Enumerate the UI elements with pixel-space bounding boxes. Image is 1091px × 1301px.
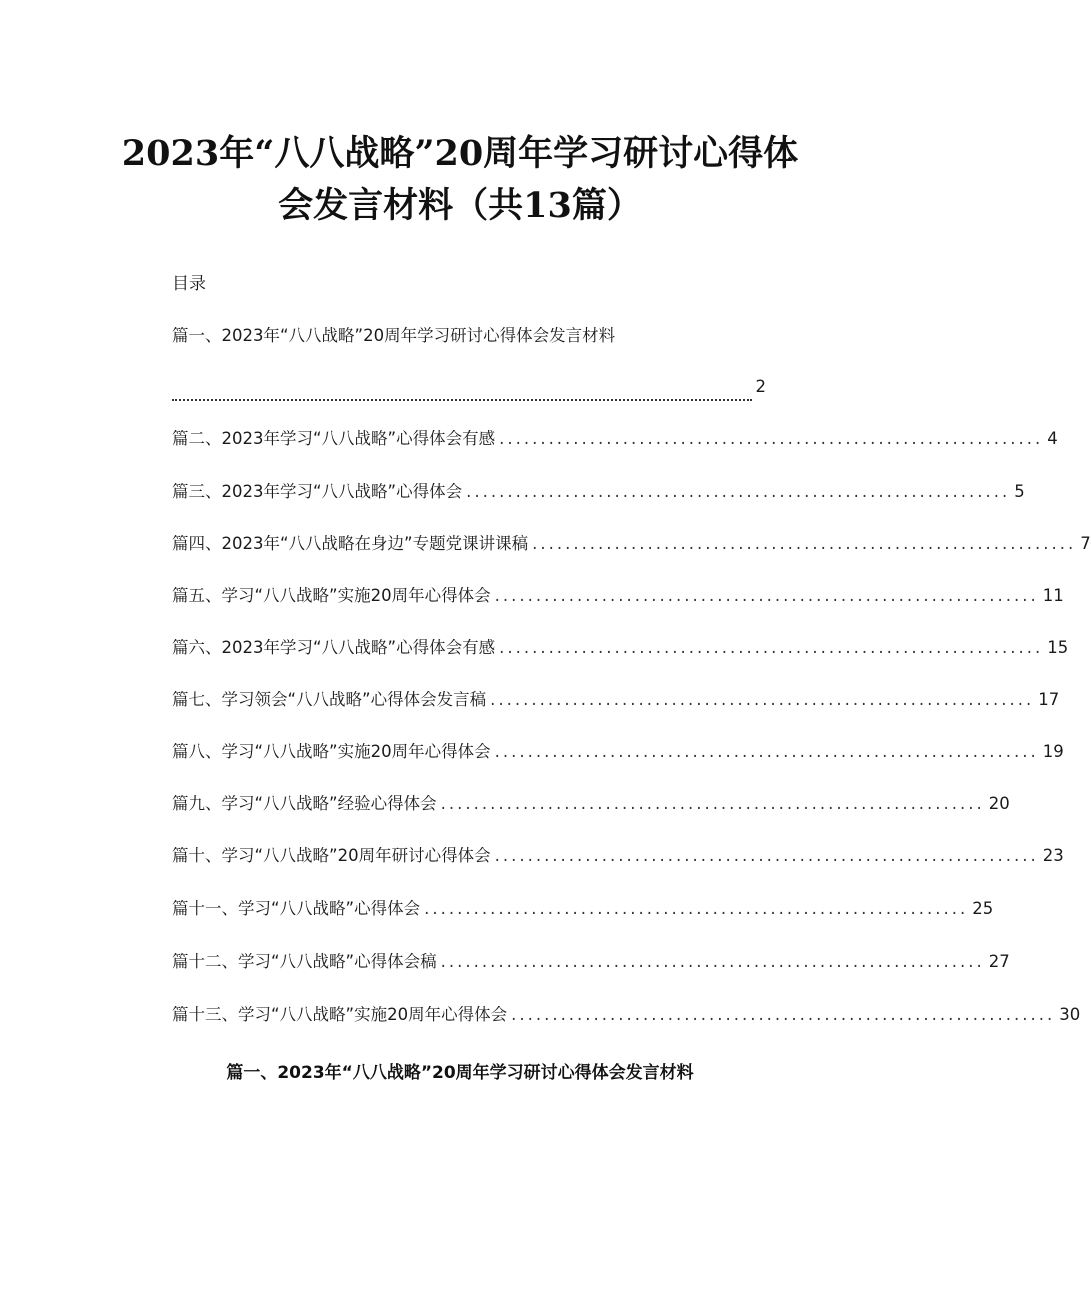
toc-entry-label: 篇七、学习领会“八八战略”心得体会发言稿 — [172, 690, 487, 709]
toc-entry-12[interactable] — [172, 948, 1010, 976]
toc-leader-dots: .................................................................. — [494, 846, 1039, 865]
toc-entry-13[interactable] — [172, 1001, 1081, 1029]
toc-leader-dots: .................................................................. — [494, 586, 1039, 605]
toc-entry-label: 篇八、学习“八八战略”实施20周年心得体会 — [172, 742, 491, 761]
toc-entry-label: 篇十二、学习“八八战略”心得体会稿 — [172, 952, 437, 971]
toc-entry-label: 篇六、2023年学习“八八战略”心得体会有感 — [172, 638, 496, 657]
toc-leader-dots: .................................................................. — [499, 429, 1044, 448]
toc-entry-9[interactable] — [172, 790, 1010, 818]
toc-entry-page: 23 — [1042, 846, 1064, 865]
toc-entry-label: 篇十、学习“八八战略”20周年研讨心得体会 — [172, 846, 491, 865]
toc-leader-dots: .................................................................. — [440, 952, 985, 971]
section-heading: 篇一、2023年“八八战略”20周年学习研讨心得体会发言材料 — [226, 1063, 694, 1083]
toc-entry-page: 5 — [1014, 482, 1025, 501]
toc-leader-dots: .................................................................. — [490, 690, 1035, 709]
toc-entry-11[interactable] — [172, 895, 994, 923]
toc-heading: 目录 — [172, 274, 206, 294]
toc-entry-label: 篇四、2023年“八八战略在身边”专题党课讲课稿 — [172, 534, 529, 553]
document-title-line-2: 会发言材料（共13篇） — [278, 185, 642, 226]
toc-entry-4[interactable] — [172, 530, 1091, 558]
toc-entry-page: 20 — [988, 794, 1010, 813]
toc-entry-page: 11 — [1042, 586, 1064, 605]
toc-leader-dots: .................................................................. — [511, 1005, 1056, 1024]
toc-leader-dots: .................................................................. — [466, 482, 1011, 501]
toc-entry-page: 27 — [988, 952, 1010, 971]
toc-entry-page: 7 — [1080, 534, 1091, 553]
toc-entry-label: 篇十三、学习“八八战略”实施20周年心得体会 — [172, 1005, 508, 1024]
toc-entry-page: 15 — [1047, 638, 1069, 657]
toc-entry-3[interactable] — [172, 478, 1025, 506]
document-title — [0, 128, 920, 232]
toc-entry-label: 篇二、2023年学习“八八战略”心得体会有感 — [172, 429, 496, 448]
toc-leader-dots: .................................................................. — [440, 794, 985, 813]
toc-leader-dots: .................................................................. — [494, 742, 1039, 761]
toc-entry-page: 25 — [972, 899, 994, 918]
toc-leader-dots: .................................................................. — [532, 534, 1077, 553]
toc-entry-page: 4 — [1047, 429, 1058, 448]
toc-entry-label: 篇十一、学习“八八战略”心得体会 — [172, 899, 421, 918]
toc-leader-dots: .................................................................. — [424, 899, 969, 918]
document-title-line-1: 2023年“八八战略”20周年学习研讨心得体 — [121, 133, 799, 174]
toc-entry-2[interactable] — [172, 425, 1058, 453]
toc-entry-7[interactable] — [172, 686, 1060, 714]
toc-entry-10[interactable] — [172, 842, 1064, 870]
toc-entry-page: 17 — [1038, 690, 1060, 709]
toc-entry-label: 篇三、2023年学习“八八战略”心得体会 — [172, 482, 463, 501]
toc-entry-page: 19 — [1042, 742, 1064, 761]
toc-entry-5[interactable] — [172, 582, 1064, 610]
toc-entry-label: 篇五、学习“八八战略”实施20周年心得体会 — [172, 586, 491, 605]
toc-entry-8[interactable] — [172, 738, 1064, 766]
toc-entry-page: 30 — [1059, 1005, 1081, 1024]
toc-leader-dots: .................................................................. — [499, 638, 1044, 657]
toc-entry-1-page: 2 — [755, 377, 766, 396]
toc-entry-1-leader[interactable] — [172, 373, 766, 401]
toc-entry-1-label[interactable]: 篇一、2023年“八八战略”20周年学习研讨心得体会发言材料 — [172, 326, 616, 345]
toc-entry-label: 篇九、学习“八八战略”经验心得体会 — [172, 794, 437, 813]
toc-leader-dots — [172, 379, 752, 401]
toc-entry-6[interactable] — [172, 634, 1069, 662]
